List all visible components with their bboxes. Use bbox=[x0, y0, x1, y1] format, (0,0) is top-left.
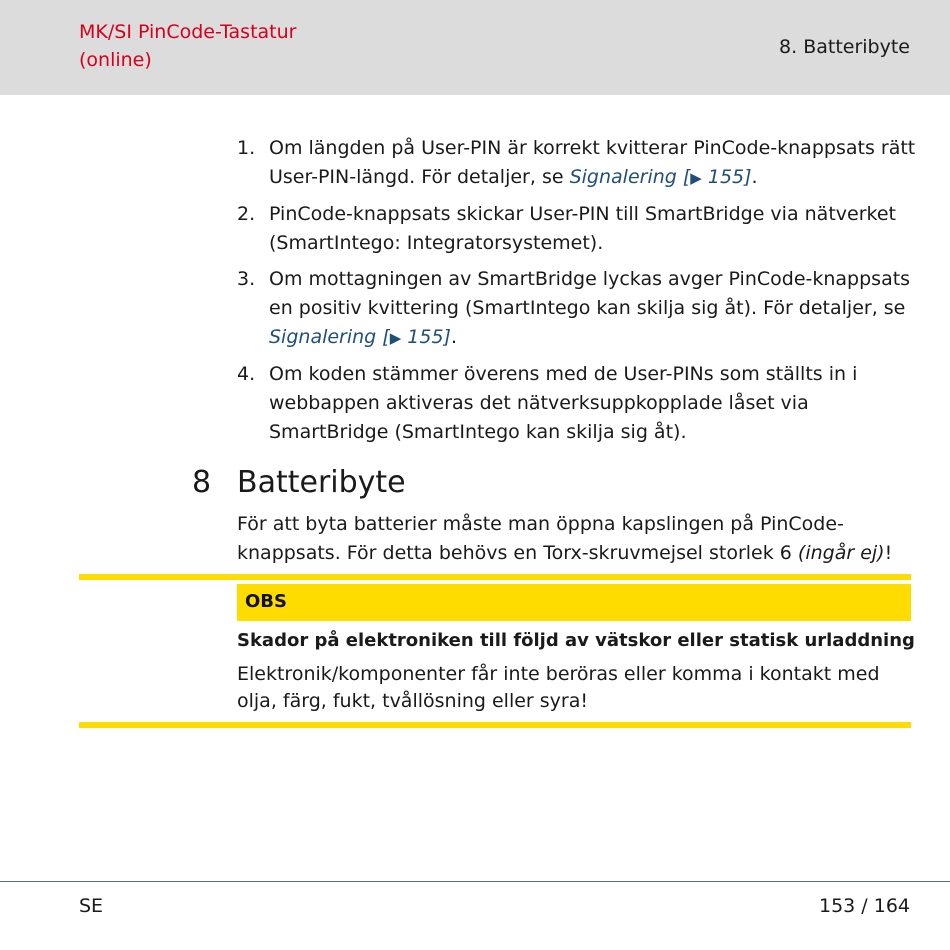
list-item-number: 2. bbox=[237, 203, 256, 225]
notice-body: Elektronik/komponenter får inte beröras eller komma i kontakt med olja, färg, fukt, tvållösning eller syra! bbox=[237, 663, 880, 712]
play-triangle-icon: ▶ bbox=[389, 329, 402, 347]
list-item-text: Om längden på User-PIN är korrekt kvitterar PinCode-knappsats rätt User-PIN-längd. För detaljer, se bbox=[269, 137, 916, 188]
list-item-number: 1. bbox=[237, 137, 256, 159]
list-item-text: Om mottagningen av SmartBridge lyckas avger PinCode-knappsats en positiv kvittering (SmartIntego kan skilja sig åt). För detaljer, se bbox=[269, 268, 911, 319]
link-text: Signalering [ bbox=[569, 166, 691, 188]
header-section-label: 8. Batteribyte bbox=[779, 36, 910, 58]
list-item-text-end: . bbox=[450, 326, 458, 348]
page-header bbox=[0, 0, 950, 95]
list-item-text: Om koden stämmer överens med de User-PINs som ställts in i webbappen aktiveras det nätverksuppkopplade låset via SmartBridge (SmartIntego kan skilja sig åt). bbox=[269, 363, 858, 443]
list-item-text-end: . bbox=[751, 166, 758, 188]
notice-label-bar bbox=[237, 584, 911, 621]
list-item bbox=[237, 200, 917, 258]
notice-label: OBS bbox=[245, 591, 287, 612]
intro-text: För att byta batterier måste man öppna kapslingen på PinCode-knappsats. För detta behövs en Torx-skruvmejsel storlek 6 bbox=[237, 513, 844, 564]
section-number: 8 bbox=[192, 465, 212, 500]
intro-end: ! bbox=[884, 542, 893, 564]
list-item bbox=[237, 265, 917, 353]
list-item bbox=[237, 134, 917, 193]
document-title-line2: (online) bbox=[79, 49, 152, 71]
notice-top-rule bbox=[79, 574, 911, 580]
signalering-link[interactable] bbox=[269, 326, 451, 348]
section-title: Batteribyte bbox=[237, 465, 406, 500]
steps-list bbox=[237, 134, 917, 454]
list-item-number: 4. bbox=[237, 363, 256, 385]
notice-bottom-rule bbox=[79, 722, 911, 728]
list-item-text: PinCode-knappsats skickar User-PIN till SmartBridge via nätverket (SmartIntego: Integratorsystemet). bbox=[269, 203, 896, 254]
intro-emphasis: (ingår ej) bbox=[797, 542, 885, 564]
signalering-link[interactable] bbox=[570, 166, 752, 188]
footer-divider bbox=[0, 881, 950, 882]
link-page: 155] bbox=[701, 166, 752, 188]
document-title-line1: MK/SI PinCode-Tastatur bbox=[79, 21, 297, 43]
document-title bbox=[79, 18, 399, 74]
list-item bbox=[237, 360, 917, 447]
footer-page-number: 153 / 164 bbox=[818, 895, 910, 917]
section-intro bbox=[237, 510, 917, 568]
play-triangle-icon: ▶ bbox=[690, 169, 702, 187]
link-text: Signalering [ bbox=[269, 326, 390, 348]
notice-heading: Skador på elektroniken till följd av vätskor eller statisk urladdning bbox=[237, 630, 915, 651]
list-item-number: 3. bbox=[237, 268, 256, 290]
link-page: 155] bbox=[401, 326, 451, 348]
footer-language: SE bbox=[79, 895, 104, 917]
